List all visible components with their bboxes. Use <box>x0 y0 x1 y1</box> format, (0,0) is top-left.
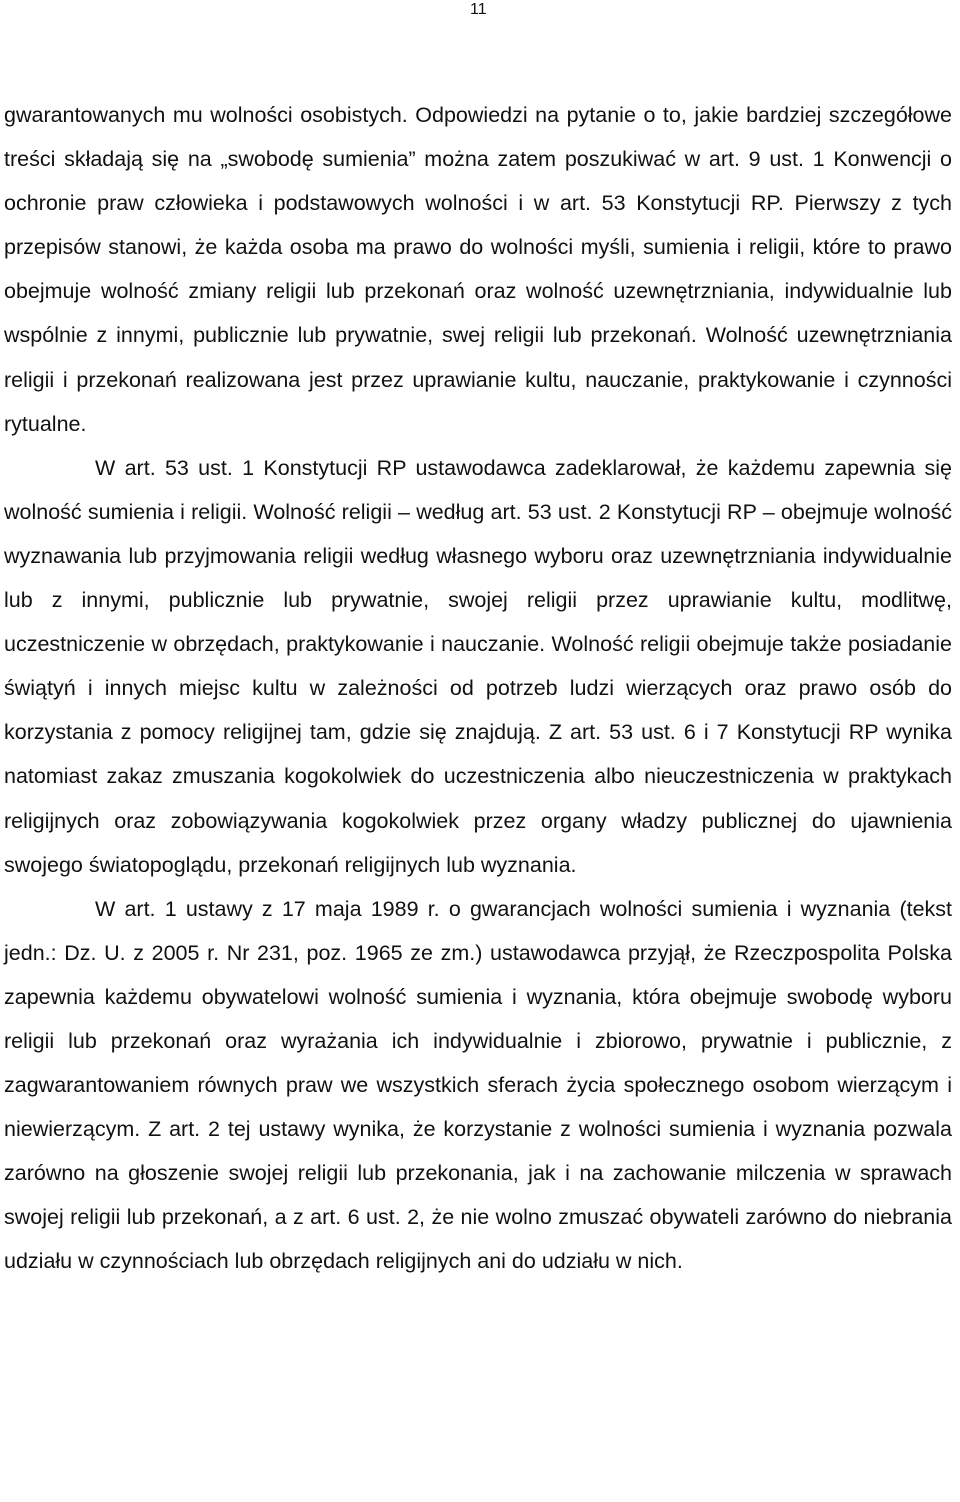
text-line: wolności i w art. 53 Konstytucji RP. Pierwszy z tych przepisów stanowi, że każda <box>4 191 952 260</box>
text-line: wyrażania ich indywidualnie i zbiorowo, prywatnie i publicznie, <box>280 1028 928 1053</box>
paragraph-3 <box>4 887 952 1284</box>
text-line: własnego wyboru oraz uzewnętrzniania indywidualnie lub z innymi, publicznie lub <box>4 543 952 613</box>
text-line: przez organy władzy publicznej do ujawnienia swojego światopoglądu, przekonań <box>4 808 953 877</box>
text-line: poszukiwać w art. 9 ust. 1 Konwencji o ochronie praw człowieka i podstawowych <box>4 147 953 216</box>
text-line: a z art. 6 ust. 2, że nie wolno zmuszać obywateli zarówno do niebrania udziału <box>4 1205 952 1274</box>
text-line: i wyznania (tekst jedn.: Dz. U. z 2005 r. Nr 231, poz. 1965 ze zm.) ustawodawca <box>4 896 953 965</box>
text-line: w obrzędach, praktykowanie i nauczanie. Wolność religii obejmuje także posiadanie <box>151 632 952 657</box>
text-line: Konstytucji RP – obejmuje wolność wyznawania lub przyjmowania religii według <box>4 499 952 568</box>
text-line: wolność zmiany religii lub przekonań oraz wolność uzewnętrzniania, indywidualnie <box>100 279 914 304</box>
text-line: albo nieuczestniczenia w praktykach religijnych oraz zobowiązywania kogokolwiek <box>4 764 952 833</box>
paragraph-2 <box>4 446 952 887</box>
text-line: lub wspólnie z innymi, publicznie lub prywatnie, swej religii lub przekonań. Wolność <box>4 279 952 348</box>
text-line: W art. 1 ustawy z 17 maja 1989 r. o gwarancjach wolności sumienia <box>95 896 778 921</box>
text-line: osobom wierzącym i niewierzącym. Z art. 2 tej ustawy wynika, że korzystanie <box>4 1073 952 1142</box>
text-line: z wolności sumienia i wyznania pozwala zarówno na głoszenie swojej religii lub <box>4 1117 953 1186</box>
text-line: nauczanie, praktykowanie i czynności rytualne. <box>4 367 952 436</box>
text-line: zapewnia się wolność sumienia i religii. Wolność religii – według art. 53 ust. 2 <box>4 455 953 524</box>
text-line: bardziej szczegółowe treści składają się na „swobodę sumienia” można zatem <box>4 103 952 172</box>
text-line: sumienia i wyznania, która obejmuje swobodę wyboru religii lub przekonań oraz <box>4 984 952 1053</box>
text-line: Konstytucji RP wynika natomiast zakaz zmuszania kogokolwiek do uczestniczenia <box>4 720 952 789</box>
text-line: w czynnościach lub obrzędach religijnych ani do udziału w nich. <box>78 1249 683 1274</box>
text-line: przekonania, jak i na zachowanie milczenia w sprawach swojej religii lub przekonań, <box>4 1161 952 1230</box>
text-line: przyjął, że Rzeczpospolita Polska zapewnia każdemu obywatelowi wolność <box>4 940 952 1009</box>
text-line: W art. 53 ust. 1 Konstytucji RP ustawodawca zadeklarował, że każdemu <box>95 455 816 480</box>
text-line: uzewnętrzniania religii i przekonań realizowana jest przez uprawianie kultu, <box>4 323 952 392</box>
text-line: gwarantowanych mu wolności osobistych. Odpowiedzi na pytanie o to, jakie <box>4 103 739 127</box>
paragraph-1 <box>4 93 952 446</box>
text-line: świątyń i innych miejsc kultu w zależności od potrzeb ludzi wierzących oraz prawo <box>4 676 858 701</box>
document-body <box>4 93 952 1284</box>
text-line: osoba ma prawo do wolności myśli, sumienia i religii, które to prawo obejmuje <box>4 235 952 304</box>
text-line: osób do korzystania z pomocy religijnej tam, gdzie się znajdują. Z art. 53 ust. 6 i 7 <box>4 676 952 745</box>
page-number: 11 <box>470 1 487 18</box>
text-line: z zagwarantowaniem równych praw we wszystkich sferach życia społecznego <box>4 1028 952 1098</box>
text-line: prywatnie, swojej religii przez uprawianie kultu, modlitwę, uczestniczenie <box>4 588 952 657</box>
text-line: religijnych lub wyznania. <box>344 852 577 877</box>
